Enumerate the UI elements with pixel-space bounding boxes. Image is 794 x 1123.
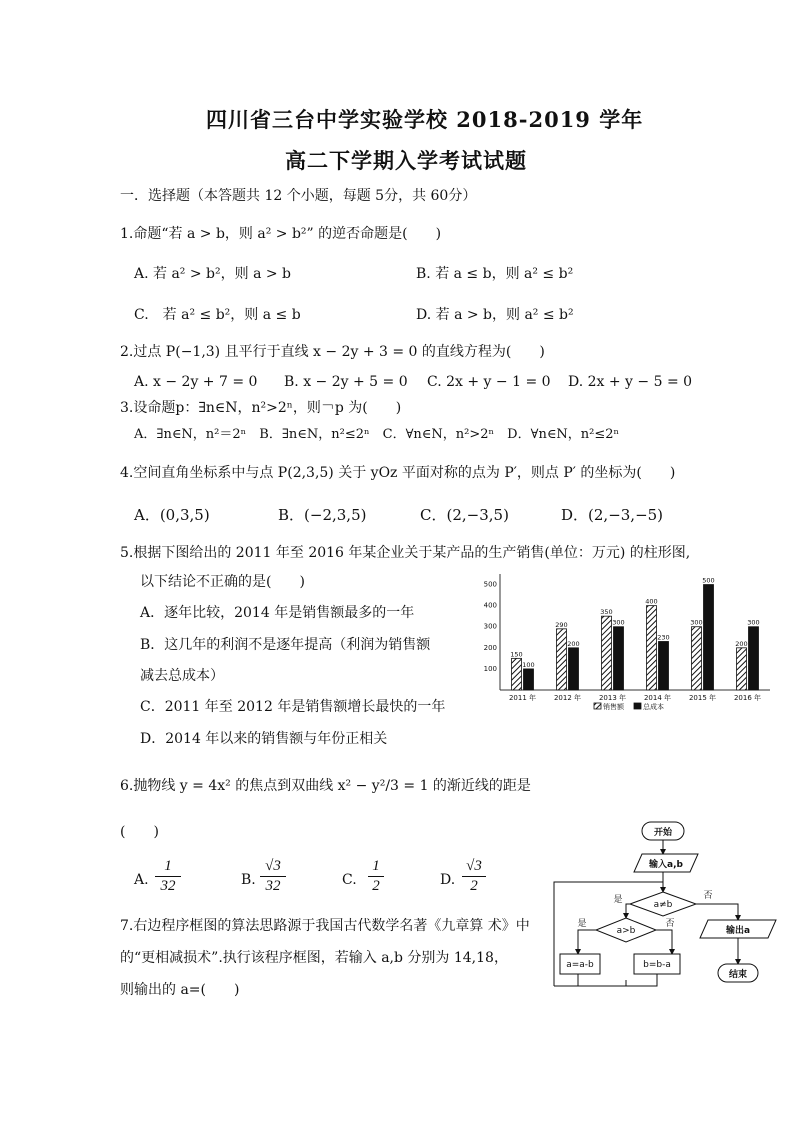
flow-output-text: 输出a <box>725 926 751 936</box>
bar-value-label: 500 <box>702 576 715 585</box>
flow-assign2-text: b=b-a <box>643 960 671 970</box>
flow-yes-label-2: 是 <box>577 919 587 929</box>
q4-option-d: D．(2,−3,−5) <box>561 506 664 524</box>
bar-value-label: 300 <box>690 618 703 627</box>
flow-input-text: 输入a,b <box>649 860 683 870</box>
x-tick-label: 2014 年 <box>643 694 672 702</box>
bar-value-label: 300 <box>612 618 625 627</box>
q6-option-b-label: B. <box>241 872 256 888</box>
flow-cond1-text: a≠b <box>653 900 673 910</box>
flow-no-label-2: 否 <box>665 919 675 929</box>
q4-option-a: A．(0,3,5) <box>134 506 210 524</box>
flowchart <box>550 816 782 996</box>
bar-value-label: 290 <box>555 620 568 629</box>
q6-c-numerator: 1 <box>372 858 380 874</box>
q5-option-d: D．2014 年以来的销售额与年份正相关 <box>140 731 388 747</box>
bar-sales <box>737 648 747 690</box>
bar-cost <box>569 648 579 690</box>
q6-paren: ( ) <box>120 824 159 840</box>
q2-option-c: C. 2x + y − 1 = 0 <box>427 374 551 390</box>
x-tick-label: 2011 年 <box>508 694 537 702</box>
q6-option-b-fraction <box>260 858 286 895</box>
x-tick-label: 2015 年 <box>688 694 717 702</box>
q6-a-numerator: 1 <box>164 858 172 874</box>
q2-option-b: B. x − 2y + 5 = 0 <box>284 374 408 390</box>
q6-option-a-label: A. <box>134 872 149 888</box>
q6-option-c-label: C. <box>342 872 357 888</box>
q2-option-d: D. 2x + y − 5 = 0 <box>568 374 693 390</box>
bar-value-label: 350 <box>600 608 613 617</box>
y-tick-label: 300 <box>483 622 497 631</box>
bar-cost <box>659 641 669 690</box>
q1-option-d: D. 若 a > b，则 a² ≤ b² <box>416 307 574 323</box>
x-tick-label: 2012 年 <box>553 694 582 702</box>
q6-c-denominator: 2 <box>372 878 380 894</box>
bar-value-label: 200 <box>735 639 748 648</box>
q6-option-d-fraction <box>462 858 486 895</box>
bar-value-label: 400 <box>645 597 658 606</box>
legend-swatch <box>594 703 601 709</box>
q4-option-c: C．(2,−3,5) <box>420 506 509 524</box>
bar-value-label: 150 <box>510 650 523 659</box>
q1-stem: 1.命题“若 a > b，则 a² > b²” 的逆否命题是( ) <box>120 226 442 242</box>
flow-end-text: 结束 <box>728 970 748 980</box>
bar-cost <box>524 669 534 690</box>
q5-stem: 5.根据下图给出的 2011 年至 2016 年某企业关于某产品的生产销售(单位：万元) 的柱形图, <box>120 545 691 561</box>
q5-option-a: A．逐年比较，2014 年是销售额最多的一年 <box>140 605 415 621</box>
title-line-1: 四川省三台中学实验学校 2018-2019 学年 <box>206 107 644 132</box>
legend-swatch <box>634 703 641 709</box>
q5-option-c: C．2011 年至 2012 年是销售额增长最快的一年 <box>140 699 446 715</box>
y-tick-label: 400 <box>483 601 497 610</box>
q6-d-numerator: √3 <box>466 858 482 874</box>
legend-label: 总成本 <box>643 703 664 711</box>
q1-option-a: A. 若 a² > b²，则 a > b <box>134 266 292 282</box>
bar-sales <box>692 627 702 690</box>
q6-a-denominator: 32 <box>160 878 176 894</box>
q2-stem: 2.过点 P(−1,3) 且平行于直线 x − 2y + 3 = 0 的直线方程为( ) <box>120 344 545 360</box>
flow-assign1-text: a=a-b <box>566 960 594 970</box>
q6-d-denominator: 2 <box>470 878 478 894</box>
q7-line-3: 则输出的 a=( ) <box>120 982 240 998</box>
bar-cost <box>614 627 624 690</box>
bar-cost <box>749 627 759 690</box>
flow-yes-label-1: 是 <box>613 895 623 905</box>
sales-bar-chart <box>478 566 778 726</box>
q5-option-b-line1: B．这几年的利润不是逐年提高（利润为销售额 <box>140 637 431 653</box>
x-tick-label: 2016 年 <box>733 694 762 702</box>
q5-stem-2: 以下结论不正确的是( ) <box>140 574 305 590</box>
q6-stem: 6.抛物线 y = 4x² 的焦点到双曲线 x² − y²/3 = 1 的渐近线的距是 <box>120 778 531 794</box>
bar-value-label: 300 <box>747 618 760 627</box>
q6-b-denominator: 32 <box>265 878 281 894</box>
y-tick-label: 100 <box>483 664 497 673</box>
q4-stem: 4.空间直角坐标系中与点 P(2,3,5) 关于 yOz 平面对称的点为 P′，则点 P′ 的坐标为( ) <box>120 465 676 481</box>
bar-value-label: 230 <box>657 633 670 642</box>
flow-cond2-text: a>b <box>616 926 636 936</box>
q6-option-c-fraction <box>368 858 384 895</box>
y-tick-label: 500 <box>483 580 497 589</box>
q1-option-c: C. 若 a² ≤ b²，则 a ≤ b <box>134 307 301 323</box>
q6-option-d-label: D. <box>440 872 456 888</box>
y-tick-label: 200 <box>483 643 497 652</box>
bar-value-label: 200 <box>567 639 580 648</box>
q5-option-b-line2: 减去总成本） <box>140 668 224 684</box>
flow-no-label-1: 否 <box>703 891 713 901</box>
flow-start-text: 开始 <box>653 828 673 838</box>
bar-value-label: 100 <box>522 660 535 669</box>
q4-option-b: B．(−2,3,5) <box>278 506 367 524</box>
q6-b-numerator: √3 <box>265 858 281 874</box>
q7-line-2: 的“更相减损术”.执行该程序框图，若输入 a,b 分别为 14,18， <box>120 950 508 966</box>
x-tick-label: 2013 年 <box>598 694 627 702</box>
bar-sales <box>512 658 522 690</box>
bar-sales <box>647 606 657 690</box>
q1-option-b: B. 若 a ≤ b，则 a² ≤ b² <box>416 266 574 282</box>
q7-line-1: 7.右边程序框图的算法思路源于我国古代数学名著《九章算 术》中 <box>120 918 530 934</box>
q3-stem: 3.设命题p：∃n∈N，n²>2ⁿ，则￢p 为( ) <box>120 400 402 416</box>
bar-sales <box>602 616 612 690</box>
q6-option-a-fraction <box>155 858 181 895</box>
bar-sales <box>557 629 567 690</box>
q2-option-a: A. x − 2y + 7 = 0 <box>134 374 258 390</box>
q3-options: A．∃n∈N，n²＝2ⁿ B．∃n∈N，n²≤2ⁿ C．∀n∈N，n²>2ⁿ D．∀n∈N，n²≤2ⁿ <box>134 427 620 442</box>
bar-cost <box>704 585 714 690</box>
title-line-2: 高二下学期入学考试试题 <box>285 148 527 173</box>
section-heading: 一．选择题（本答题共 12 个小题，每题 5分，共 60分） <box>120 188 477 204</box>
legend-label: 销售额 <box>603 703 624 711</box>
